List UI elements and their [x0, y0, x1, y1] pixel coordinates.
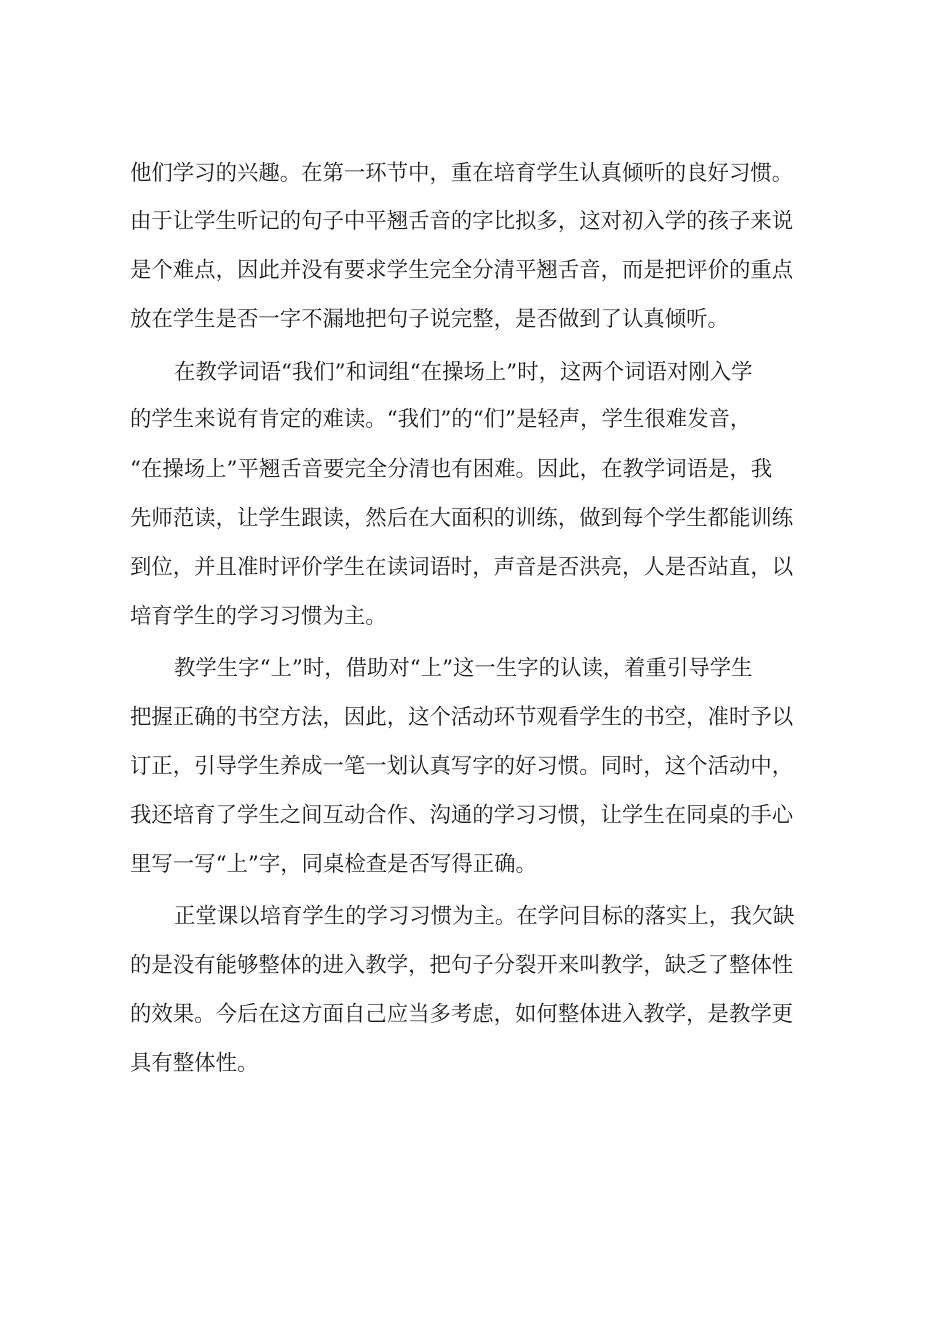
text-line: 他们学习的兴趣。在第一环节中，重在培育学生认真倾听的良好习惯。 — [130, 161, 794, 186]
text-line: 具有整体性。 — [130, 1051, 259, 1076]
text-line: 在教学词语“我们”和词组“在操场上”时，这两个词语对刚入学 — [174, 360, 753, 385]
text-line: 里写一写“上”字，同桌检查是否写得正确。 — [130, 852, 537, 877]
text-line: “在操场上”平翘舌音要完全分清也有困难。因此，在教学词语是，我 — [130, 457, 773, 482]
text-line: 订正，引导学生养成一笔一划认真写字的好习惯。同时，这个活动中， — [130, 754, 794, 779]
text-line: 的是没有能够整体的进入教学，把句子分裂开来叫教学，缺乏了整体性 — [130, 953, 794, 978]
text-line: 先师范读，让学生跟读，然后在大面积的训练，做到每个学生都能训练 — [130, 506, 794, 531]
text-line: 我还培育了学生之间互动合作、沟通的学习习惯，让学生在同桌的手心 — [130, 803, 794, 828]
text-line: 放在学生是否一字不漏地把句子说完整，是否做到了认真倾听。 — [130, 307, 729, 332]
text-line: 的效果。今后在这方面自己应当多考虑，如何整体进入教学，是教学更 — [130, 1002, 794, 1027]
text-line: 把握正确的书空方法，因此，这个活动环节观看学生的书空，准时予以 — [130, 705, 794, 730]
text-line: 是个难点，因此并没有要求学生完全分清平翘舌音，而是把评价的重点 — [130, 258, 794, 283]
text-line: 培育学生的学习习惯为主。 — [130, 604, 387, 629]
text-line: 的学生来说有肯定的难读。“我们”的“们”是轻声，学生很难发音， — [130, 407, 752, 432]
text-line: 到位，并且准时评价学生在读词语时，声音是否洪亮，人是否站直，以 — [130, 555, 794, 580]
text-line: 由于让学生听记的句子中平翘舌音的字比拟多，这对初入学的孩子来说 — [130, 209, 794, 234]
text-line: 教学生字“上”时，借助对“上”这一生字的认读，着重引导学生 — [174, 656, 753, 681]
text-line: 正堂课以培育学生的学习习惯为主。在学问目标的落实上，我欠缺 — [174, 904, 795, 929]
